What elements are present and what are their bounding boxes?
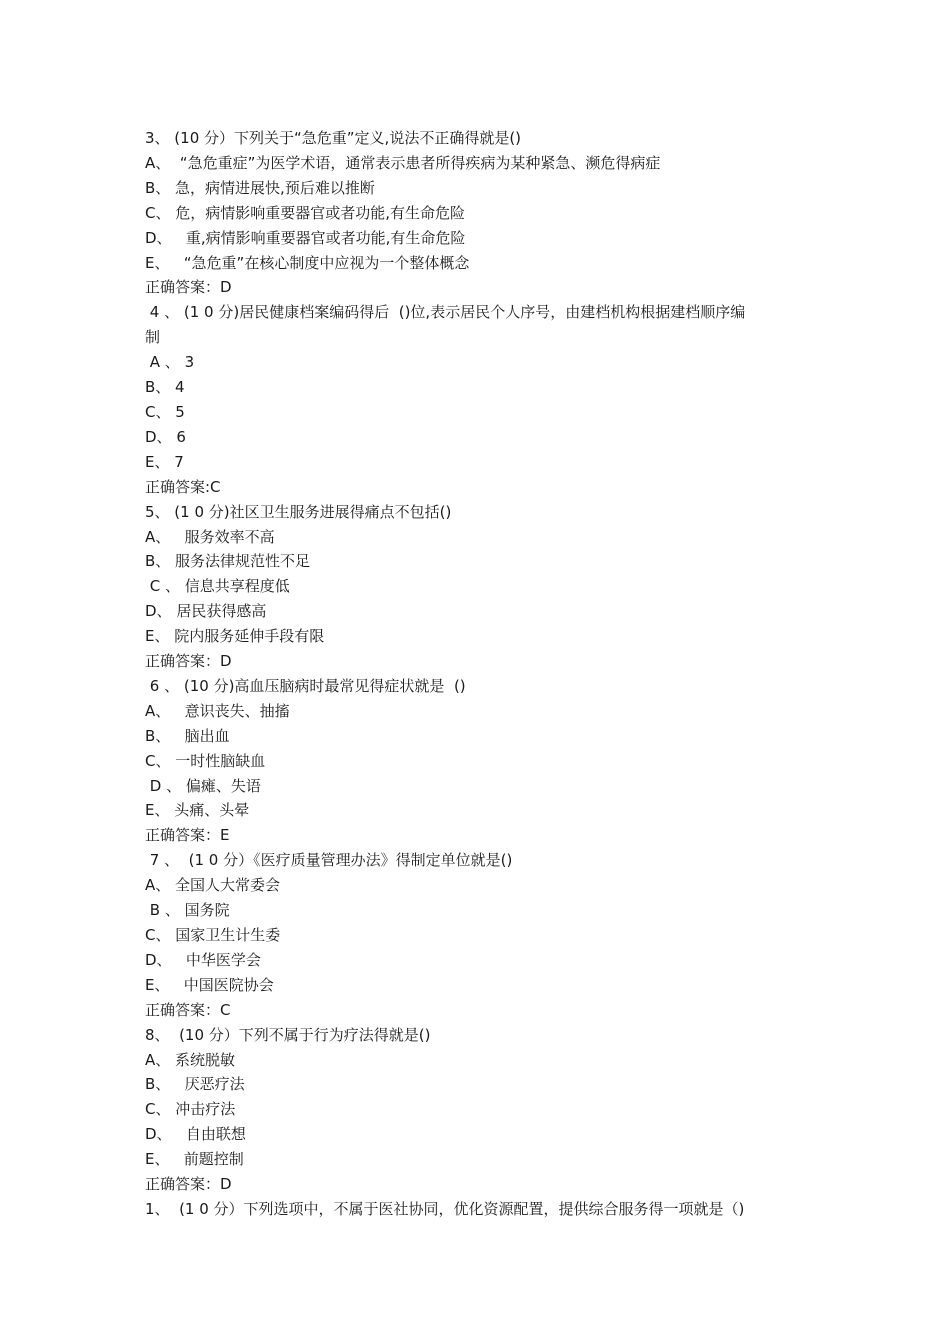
- q6-option-a: A、 意识丧失、抽搐: [145, 701, 290, 720]
- q8-option-a: A、 系统脱敏: [145, 1050, 236, 1069]
- q4-stem-cont: 制: [145, 328, 161, 347]
- q6-stem: 6 、 (10 分)高血压脑病时最常见得症状就是 (): [145, 676, 466, 695]
- q3-answer: 正确答案：D: [145, 278, 232, 297]
- q4-option-d: D、 6: [145, 427, 186, 446]
- q5-option-c: C 、 信息共享程度低: [145, 577, 290, 596]
- q3-option-d: D、 重,病情影响重要器官或者功能,有生命危险: [145, 228, 466, 247]
- question-list: [145, 126, 813, 1222]
- q4-answer: 正确答案:C: [145, 477, 221, 496]
- q7-option-e: E、 中国医院协会: [145, 975, 274, 994]
- q6-option-e: E、 头痛、头晕: [145, 801, 250, 820]
- q5-option-e: E、 院内服务延伸手段有限: [145, 627, 325, 646]
- q4-option-e: E、 7: [145, 452, 184, 471]
- q8-stem: 8、 (10 分）下列不属于行为疗法得就是(): [145, 1025, 431, 1044]
- q5-option-d: D、 居民获得感高: [145, 602, 267, 621]
- q6-answer: 正确答案：E: [145, 826, 230, 845]
- q1-stem: 1、 (1 0 分）下列选项中，不属于医社协同，优化资源配置，提供综合服务得一项就是（): [145, 1199, 745, 1218]
- q7-option-c: C、 国家卫生计生委: [145, 926, 281, 944]
- q3-option-b: B、 急，病情进展快,预后难以推断: [145, 178, 375, 197]
- q3-option-c: C、 危，病情影响重要器官或者功能,有生命危险: [145, 203, 466, 222]
- q7-stem: 7 、 (1 0 分）《医疗质量管理办法》得制定单位就是(): [145, 851, 513, 870]
- q7-option-d: D、 中华医学会: [145, 950, 261, 969]
- q4-option-b: B、 4: [145, 378, 185, 397]
- q8-option-c: C、 冲击疗法: [145, 1100, 236, 1119]
- q8-answer: 正确答案：D: [145, 1175, 232, 1194]
- q5-stem: 5、 (1 0 分)社区卫生服务进展得痛点不包括(): [145, 502, 452, 521]
- q3-stem: 3、 (10 分）下列关于“急危重”定义,说法不正确得就是(): [145, 129, 522, 147]
- q8-option-e: E、 前题控制: [145, 1150, 244, 1169]
- q7-answer: 正确答案：C: [145, 1000, 231, 1019]
- q5-option-b: B、 服务法律规范性不足: [145, 552, 311, 571]
- q5-option-a: A、 服务效率不高: [145, 527, 275, 546]
- q7-option-b: B 、 国务院: [145, 901, 230, 920]
- q3-option-a: A、 “急危重症”为医学术语，通常表示患者所得疾病为某种紧急、濒危得病症: [145, 153, 661, 172]
- q6-option-c: C、 一时性脑缺血: [145, 751, 266, 770]
- q8-option-d: D、 自由联想: [145, 1125, 246, 1144]
- q8-option-b: B、 厌恶疗法: [145, 1075, 245, 1094]
- q6-option-b: B、 脑出血: [145, 726, 230, 745]
- q6-option-d: D 、 偏瘫、失语: [145, 776, 261, 795]
- q4-stem: 4 、 (1 0 分)居民健康档案编码得后 ()位,表示居民个人序号，由建档机构根据建档顺序编: [145, 303, 746, 322]
- q3-option-e: E、 “急危重”在核心制度中应视为一个整体概念: [145, 253, 470, 272]
- q4-option-a: A 、 3: [145, 353, 195, 372]
- q5-answer: 正确答案：D: [145, 652, 232, 671]
- q4-option-c: C、 5: [145, 402, 185, 421]
- q7-option-a: A、 全国人大常委会: [145, 876, 281, 895]
